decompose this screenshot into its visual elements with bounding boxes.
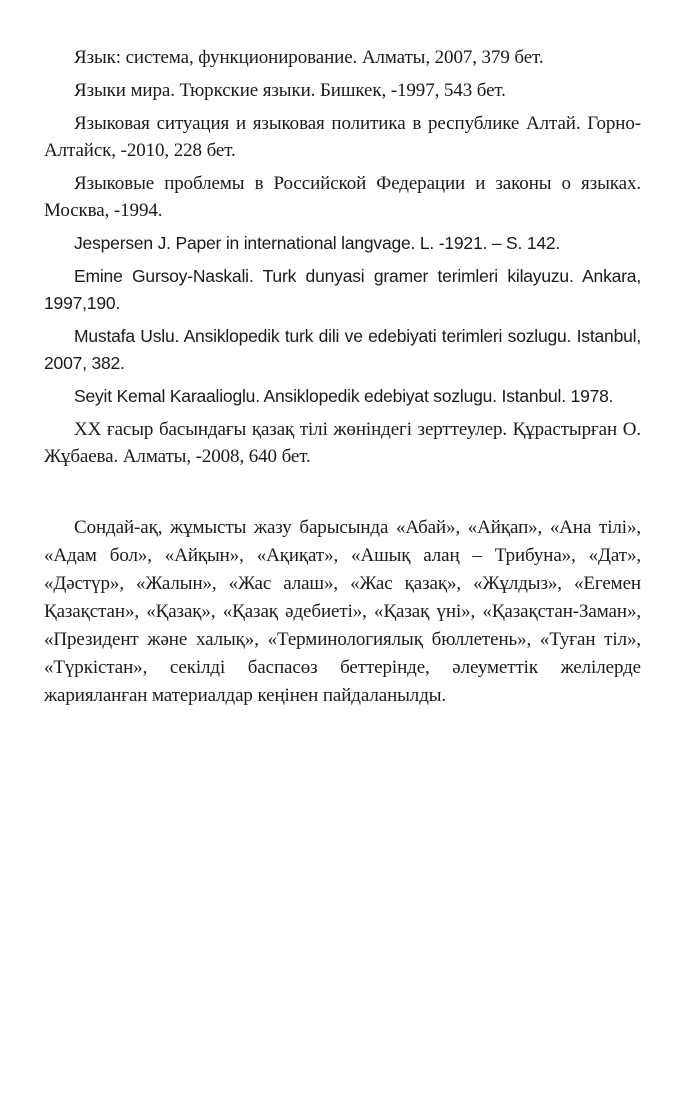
reference-item: Seyit Kemal Karaalioglu. Ansiklopedik edebiyat sozlugu. Istanbul. 1978. [74, 386, 614, 406]
reference-item: Язык: система, функционирование. Алматы, 2007, 379 бет. [74, 47, 544, 68]
document-page [44, 44, 641, 729]
reference-item: Emine Gursoy-Naskali. Turk dunyasi gramer terimleri kilayuzu. Ankara, 1997,190. [44, 266, 641, 313]
reference-item: Языковая ситуация и языковая политика в республике Алтай. Горно-Алтайск, -2010, 228 бет. [44, 113, 641, 161]
reference-item: XX ғасыр басындағы қазақ тілі жөніндегі зерттеулер. Құрастырған О. Жұбаева. Алматы, -2008, 640 бет. [44, 419, 641, 467]
body-paragraph: Сондай-ақ, жұмысты жазу барысында «Абай», «Айқап», «Ана тілі», «Адам бол», «Айқын», «Ақиқат», «Ашық алаң – Трибуна», «Дат», «Дәстүр», «Жалын», «Жас алаш», «Жас қазақ», «Жұлдыз», «Егемен Қазақстан», «Қазақ», «Қазақ әдебиеті», «Қазақ үні», «Қазақстан-Заман», «Президент және халық», «Терминологиялық бюллетень», «Туған тіл», «Түркістан», секілді баспасөз беттерінде, әлеуметтік желілерде жарияланған материалдар кеңінен пайдаланылды. [44, 517, 641, 706]
reference-item: Языки мира. Тюркские языки. Бишкек, -1997, 543 бет. [74, 80, 506, 101]
reference-item: Jespersen J. Paper in international langvage. L. -1921. – S. 142. [74, 233, 561, 253]
reference-item: Языковые проблемы в Российской Федерации и законы о языках. Москва, -1994. [44, 173, 641, 221]
reference-list [44, 44, 641, 470]
reference-item: Mustafa Uslu. Ansiklopedik turk dili ve edebiyati terimleri sozlugu. Istanbul, 2007, 382. [44, 326, 641, 373]
